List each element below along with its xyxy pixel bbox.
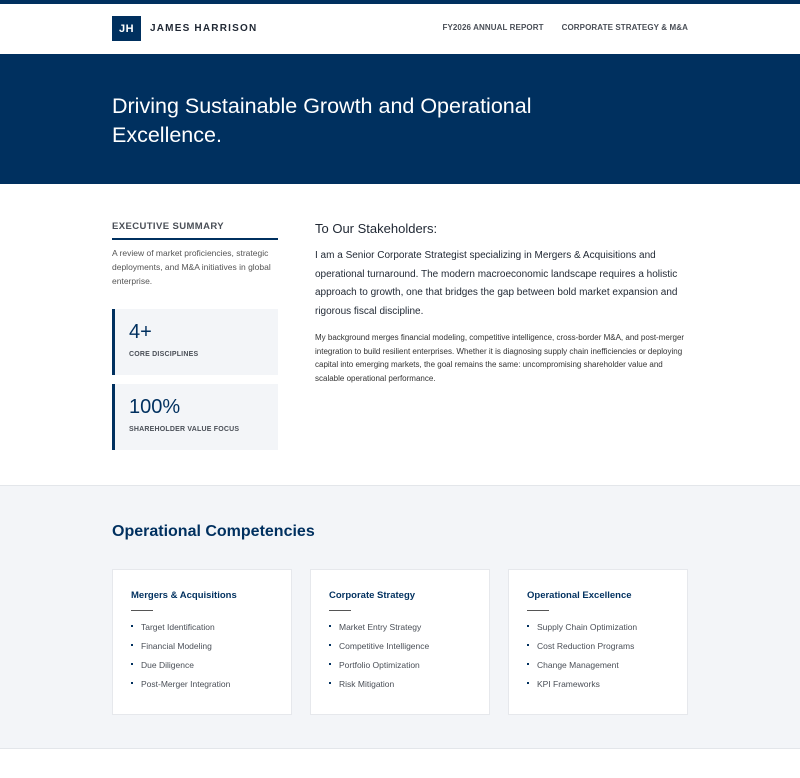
hero-banner [0,54,800,184]
letter-body-paragraph: My background merges financial modeling, competitive intelligence, cross-border M&A, and post-merger integration to build resilient enterprises. Whether it is diagnosing supply chain inefficiencies or deploying capital into emerging markets, the goal remains the same: uncompromising shareholder value and scalable operational performance. [315,333,685,383]
list-item [329,641,429,660]
competencies-heading: Operational Competencies [112,523,315,540]
bullet-icon [329,663,331,665]
list-item-label: KPI Frameworks [537,679,600,689]
card-title: Corporate Strategy [329,590,416,601]
competency-card-strategy [310,569,490,715]
stakeholder-letter [315,221,688,385]
site-header [0,4,800,54]
card-divider [527,610,549,611]
logo-name[interactable]: JAMES HARRISON [150,23,258,34]
list-item-label: Target Identification [141,622,215,632]
stat-value: 100% [129,396,181,418]
card-list [131,622,230,698]
stat-label: CORE DISCIPLINES [129,351,199,358]
card-list [329,622,429,698]
letter-lead-paragraph: I am a Senior Corporate Strategist specializing in Mergers & Acquisitions and operational turnaround. The modern macroeconomic landscape requires a holistic approach to growth, one that bridges the gap between bold market expansion and rigorous fiscal discipline. [315,250,678,317]
summary-text: A review of market proficiencies, strategic deployments, and M&A initiatives in global enterprise. [112,248,271,286]
main-nav [442,23,688,32]
bullet-icon [329,682,331,684]
bullet-icon [131,682,133,684]
card-title: Operational Excellence [527,590,632,601]
card-divider [329,610,351,611]
list-item-label: Financial Modeling [141,641,212,651]
list-item [527,660,637,679]
bullet-icon [527,663,529,665]
stat-card-shareholder-value [112,384,278,450]
competency-card-operations [508,569,688,715]
list-item-label: Competitive Intelligence [339,641,430,651]
stat-card-core-disciplines [112,309,278,375]
competency-card-ma [112,569,292,715]
list-item-label: Due Diligence [141,660,194,670]
bullet-icon [131,625,133,627]
stat-value: 4+ [129,321,152,343]
bullet-icon [527,644,529,646]
executive-summary [112,221,278,433]
letter-salutation: To Our Stakeholders: [315,221,438,236]
list-item-label: Supply Chain Optimization [537,622,638,632]
stat-label: SHAREHOLDER VALUE FOCUS [129,426,240,433]
hero-title: Driving Sustainable Growth and Operational Excellence. [112,94,532,147]
nav-link-annual-report[interactable]: FY2026 ANNUAL REPORT [442,23,544,32]
list-item [527,622,637,641]
list-item [329,679,429,698]
bullet-icon [329,625,331,627]
card-title: Mergers & Acquisitions [131,590,237,601]
bullet-icon [329,644,331,646]
list-item [131,641,230,660]
list-item-label: Change Management [537,660,619,670]
list-item-label: Post-Merger Integration [141,679,231,689]
summary-heading: EXECUTIVE SUMMARY [112,221,278,240]
bullet-icon [527,682,529,684]
list-item-label: Market Entry Strategy [339,622,422,632]
bullet-icon [527,625,529,627]
list-item [131,679,230,698]
competencies-section [0,485,800,749]
list-item [329,622,429,641]
bullet-icon [131,663,133,665]
bullet-icon [131,644,133,646]
nav-link-corporate-strategy[interactable]: CORPORATE STRATEGY & M&A [561,23,688,32]
list-item [527,679,637,698]
list-item-label: Cost Reduction Programs [537,641,635,651]
list-item [131,660,230,679]
list-item-label: Portfolio Optimization [339,660,420,670]
list-item [329,660,429,679]
card-divider [131,610,153,611]
logo-monogram[interactable]: JH [112,16,141,41]
list-item [131,622,230,641]
list-item [527,641,637,660]
card-list [527,622,637,698]
list-item-label: Risk Mitigation [339,679,395,689]
